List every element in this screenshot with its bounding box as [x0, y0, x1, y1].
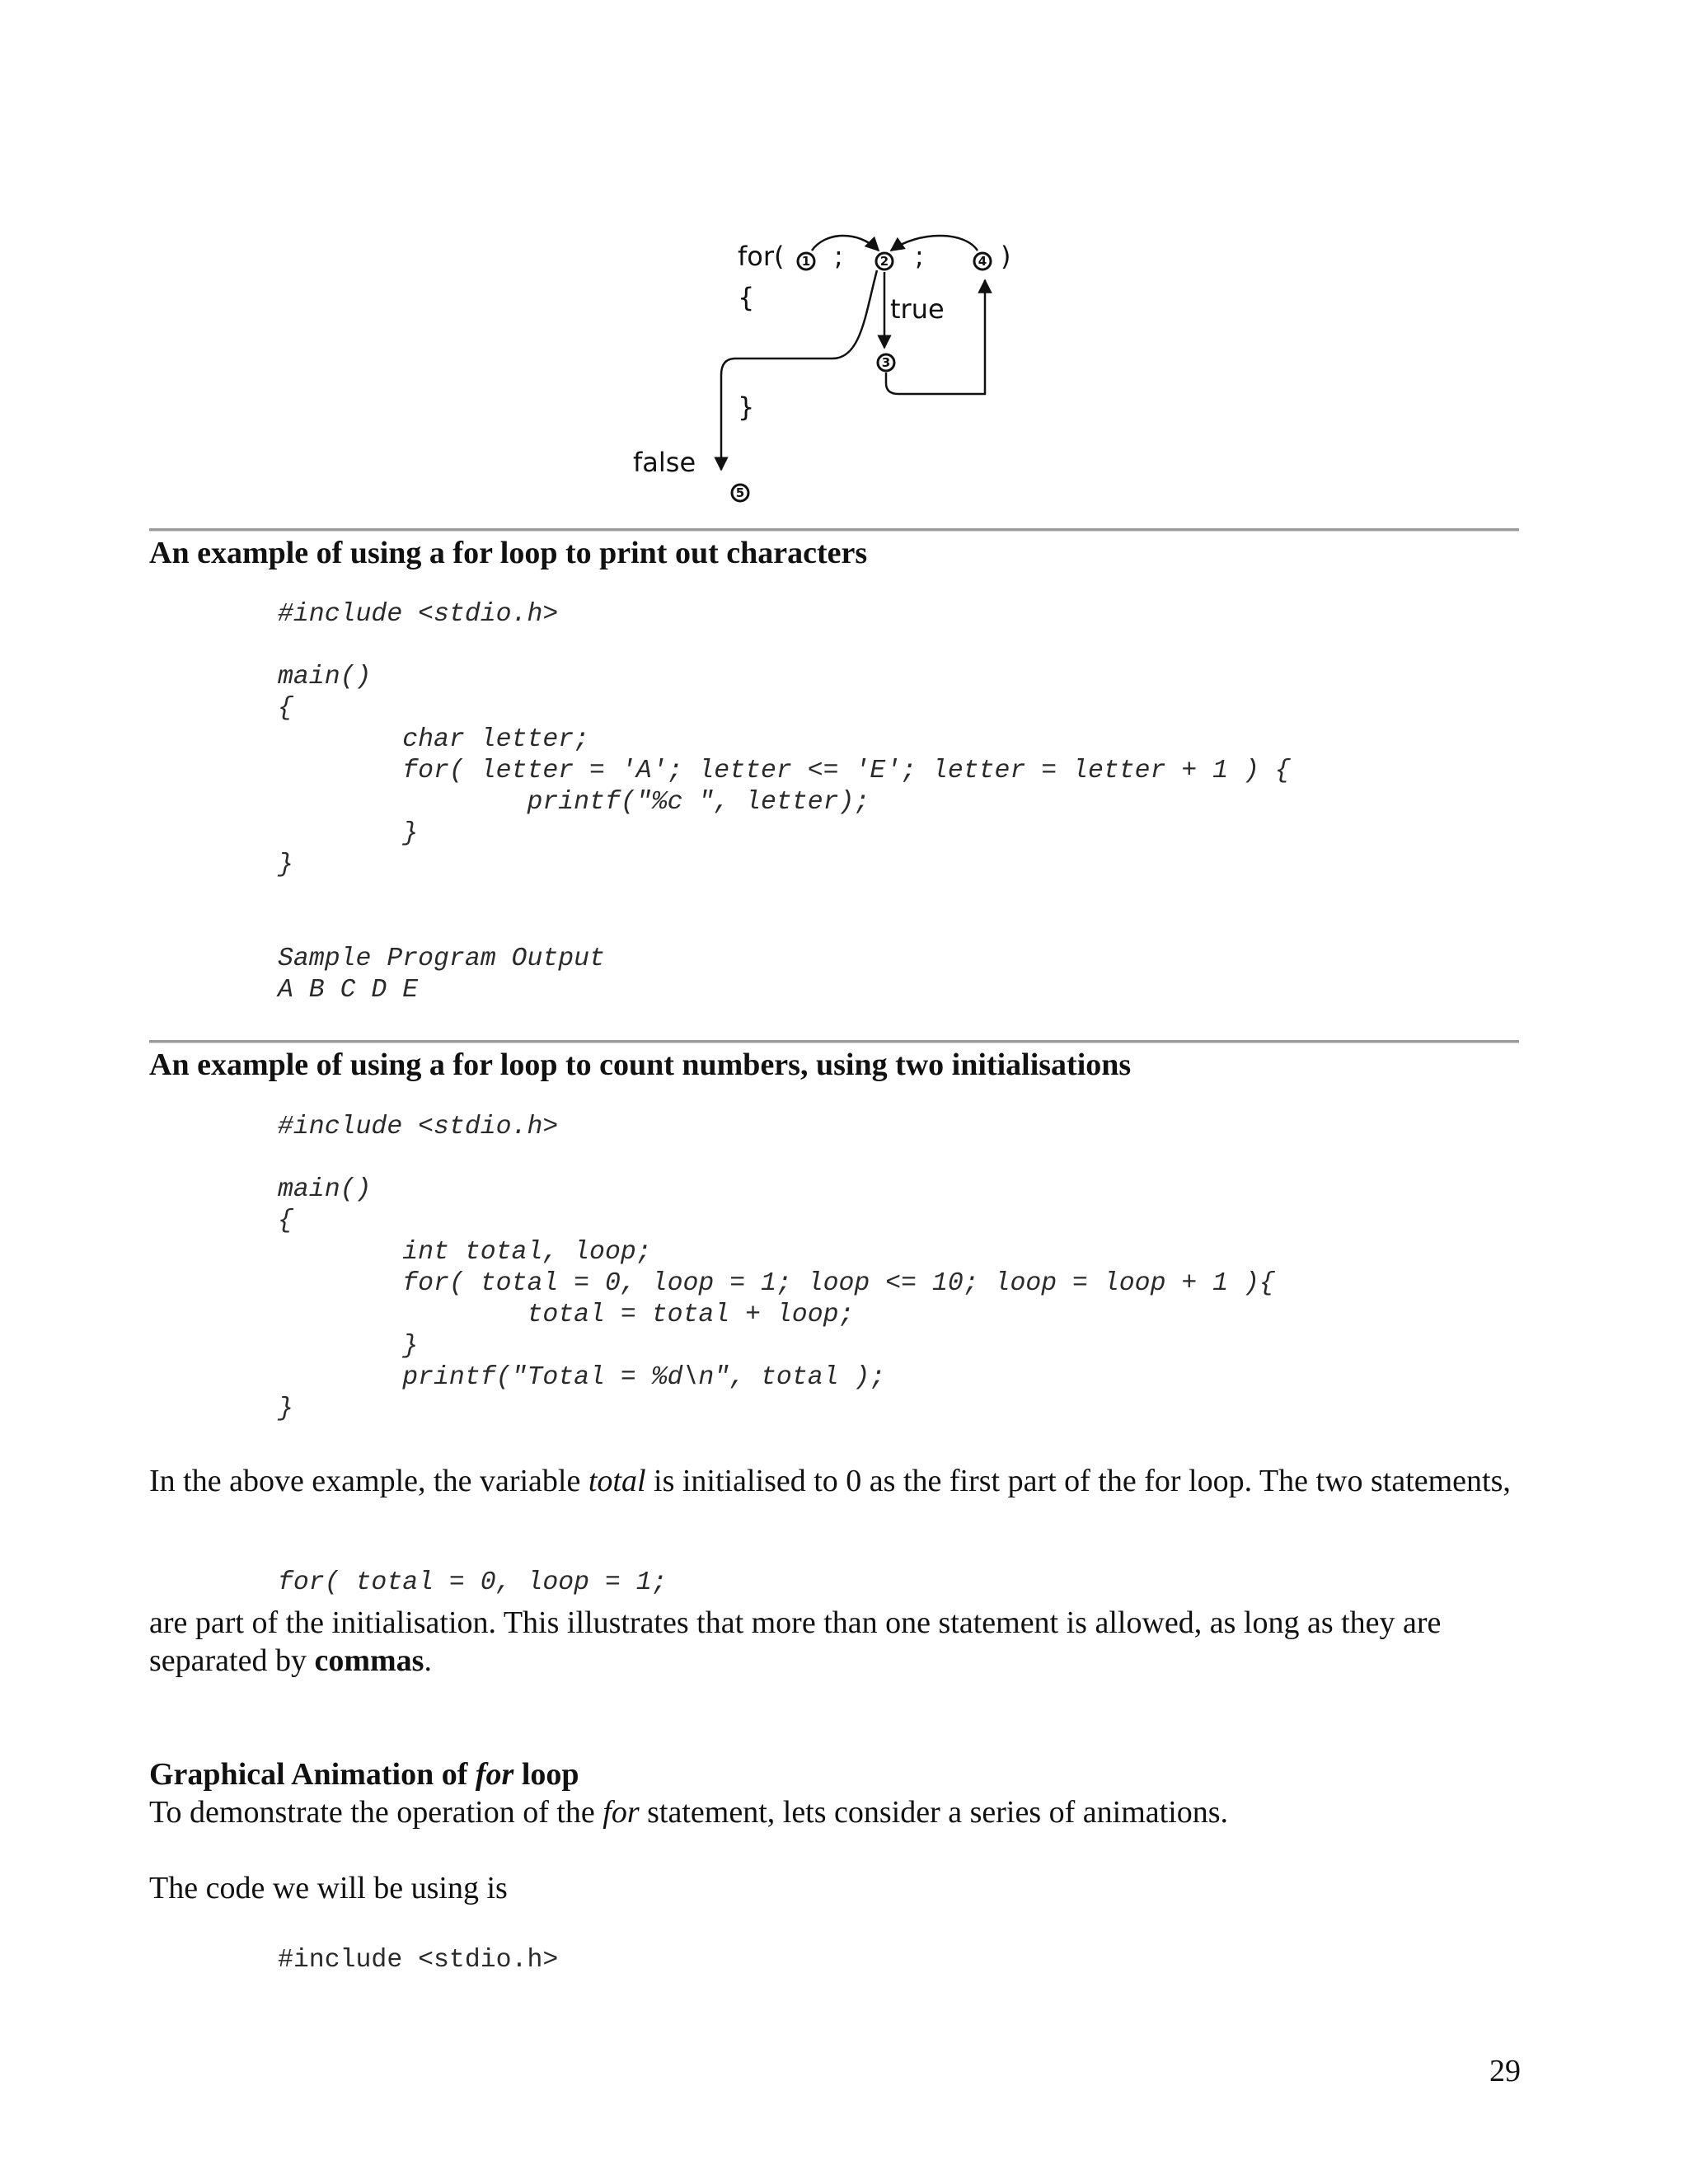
diagram-false-label: false [633, 447, 696, 478]
diagram-semicolon-1: ; [834, 241, 843, 272]
horizontal-rule [149, 1040, 1519, 1043]
svg-text:1: 1 [801, 254, 811, 269]
svg-text:4: 4 [978, 254, 987, 269]
diagram-true-label: true [890, 293, 945, 325]
section-heading-graphical-animation: Graphical Animation of for loop [149, 1757, 579, 1792]
code-line-initialisation: for( total = 0, loop = 1; [278, 1568, 668, 1597]
paragraph-total-explanation: In the above example, the variable total is initialised to 0 as the first part of the for loop. The two statements, [149, 1464, 1511, 1498]
section-heading-print-characters: An example of using a for loop to print out characters [149, 536, 868, 570]
diagram-close-paren: ) [1001, 241, 1011, 272]
diagram-for-label: for( [738, 241, 785, 272]
svg-text:5: 5 [735, 485, 745, 500]
diagram-open-brace: { [738, 282, 755, 313]
page-number: 29 [1489, 2054, 1521, 2088]
code-block-include: #include <stdio.h> [278, 1946, 559, 1975]
section-heading-count-numbers: An example of using a for loop to count numbers, using two initialisations [149, 1047, 1132, 1082]
arrow-init-to-condition [812, 236, 879, 251]
code-block-print-characters: #include <stdio.h> main() { char letter; for( letter = 'A'; letter <= 'E'; letter = letter + 1 ) { printf("%c ", letter); } } Sample Program Output A B C D E [278, 600, 1291, 1005]
step-circle-4 [974, 253, 991, 269]
diagram-semicolon-2: ; [915, 241, 924, 272]
step-circle-2 [876, 253, 893, 269]
svg-text:2: 2 [879, 254, 889, 269]
strong-commas: commas [314, 1643, 424, 1678]
for-loop-flow-diagram [610, 214, 1039, 519]
code-block-count-numbers: #include <stdio.h> main() { int total, loop; for( total = 0, loop = 1; loop <= 10; loop = loop + 1 ){ total = total + loop; } printf("Total = %d\n", total ); } [278, 1113, 1275, 1423]
svg-text:3: 3 [881, 355, 891, 370]
step-circle-5 [732, 485, 748, 501]
arrow-update-to-condition [891, 236, 978, 251]
step-circle-1 [798, 253, 814, 269]
emphasis-total: total [588, 1464, 646, 1498]
paragraph-demonstrate: To demonstrate the operation of the for statement, lets consider a series of animations. [149, 1795, 1229, 1830]
paragraph-code-intro: The code we will be using is [149, 1871, 508, 1905]
diagram-close-brace: } [738, 391, 755, 423]
paragraph-commas: are part of the initialisation. This illustrates that more than one statement is allowed, as long as they are separated by commas. [149, 1605, 1442, 1678]
step-circle-3 [878, 354, 894, 371]
horizontal-rule [149, 528, 1519, 532]
emphasis-for: for [603, 1795, 640, 1830]
